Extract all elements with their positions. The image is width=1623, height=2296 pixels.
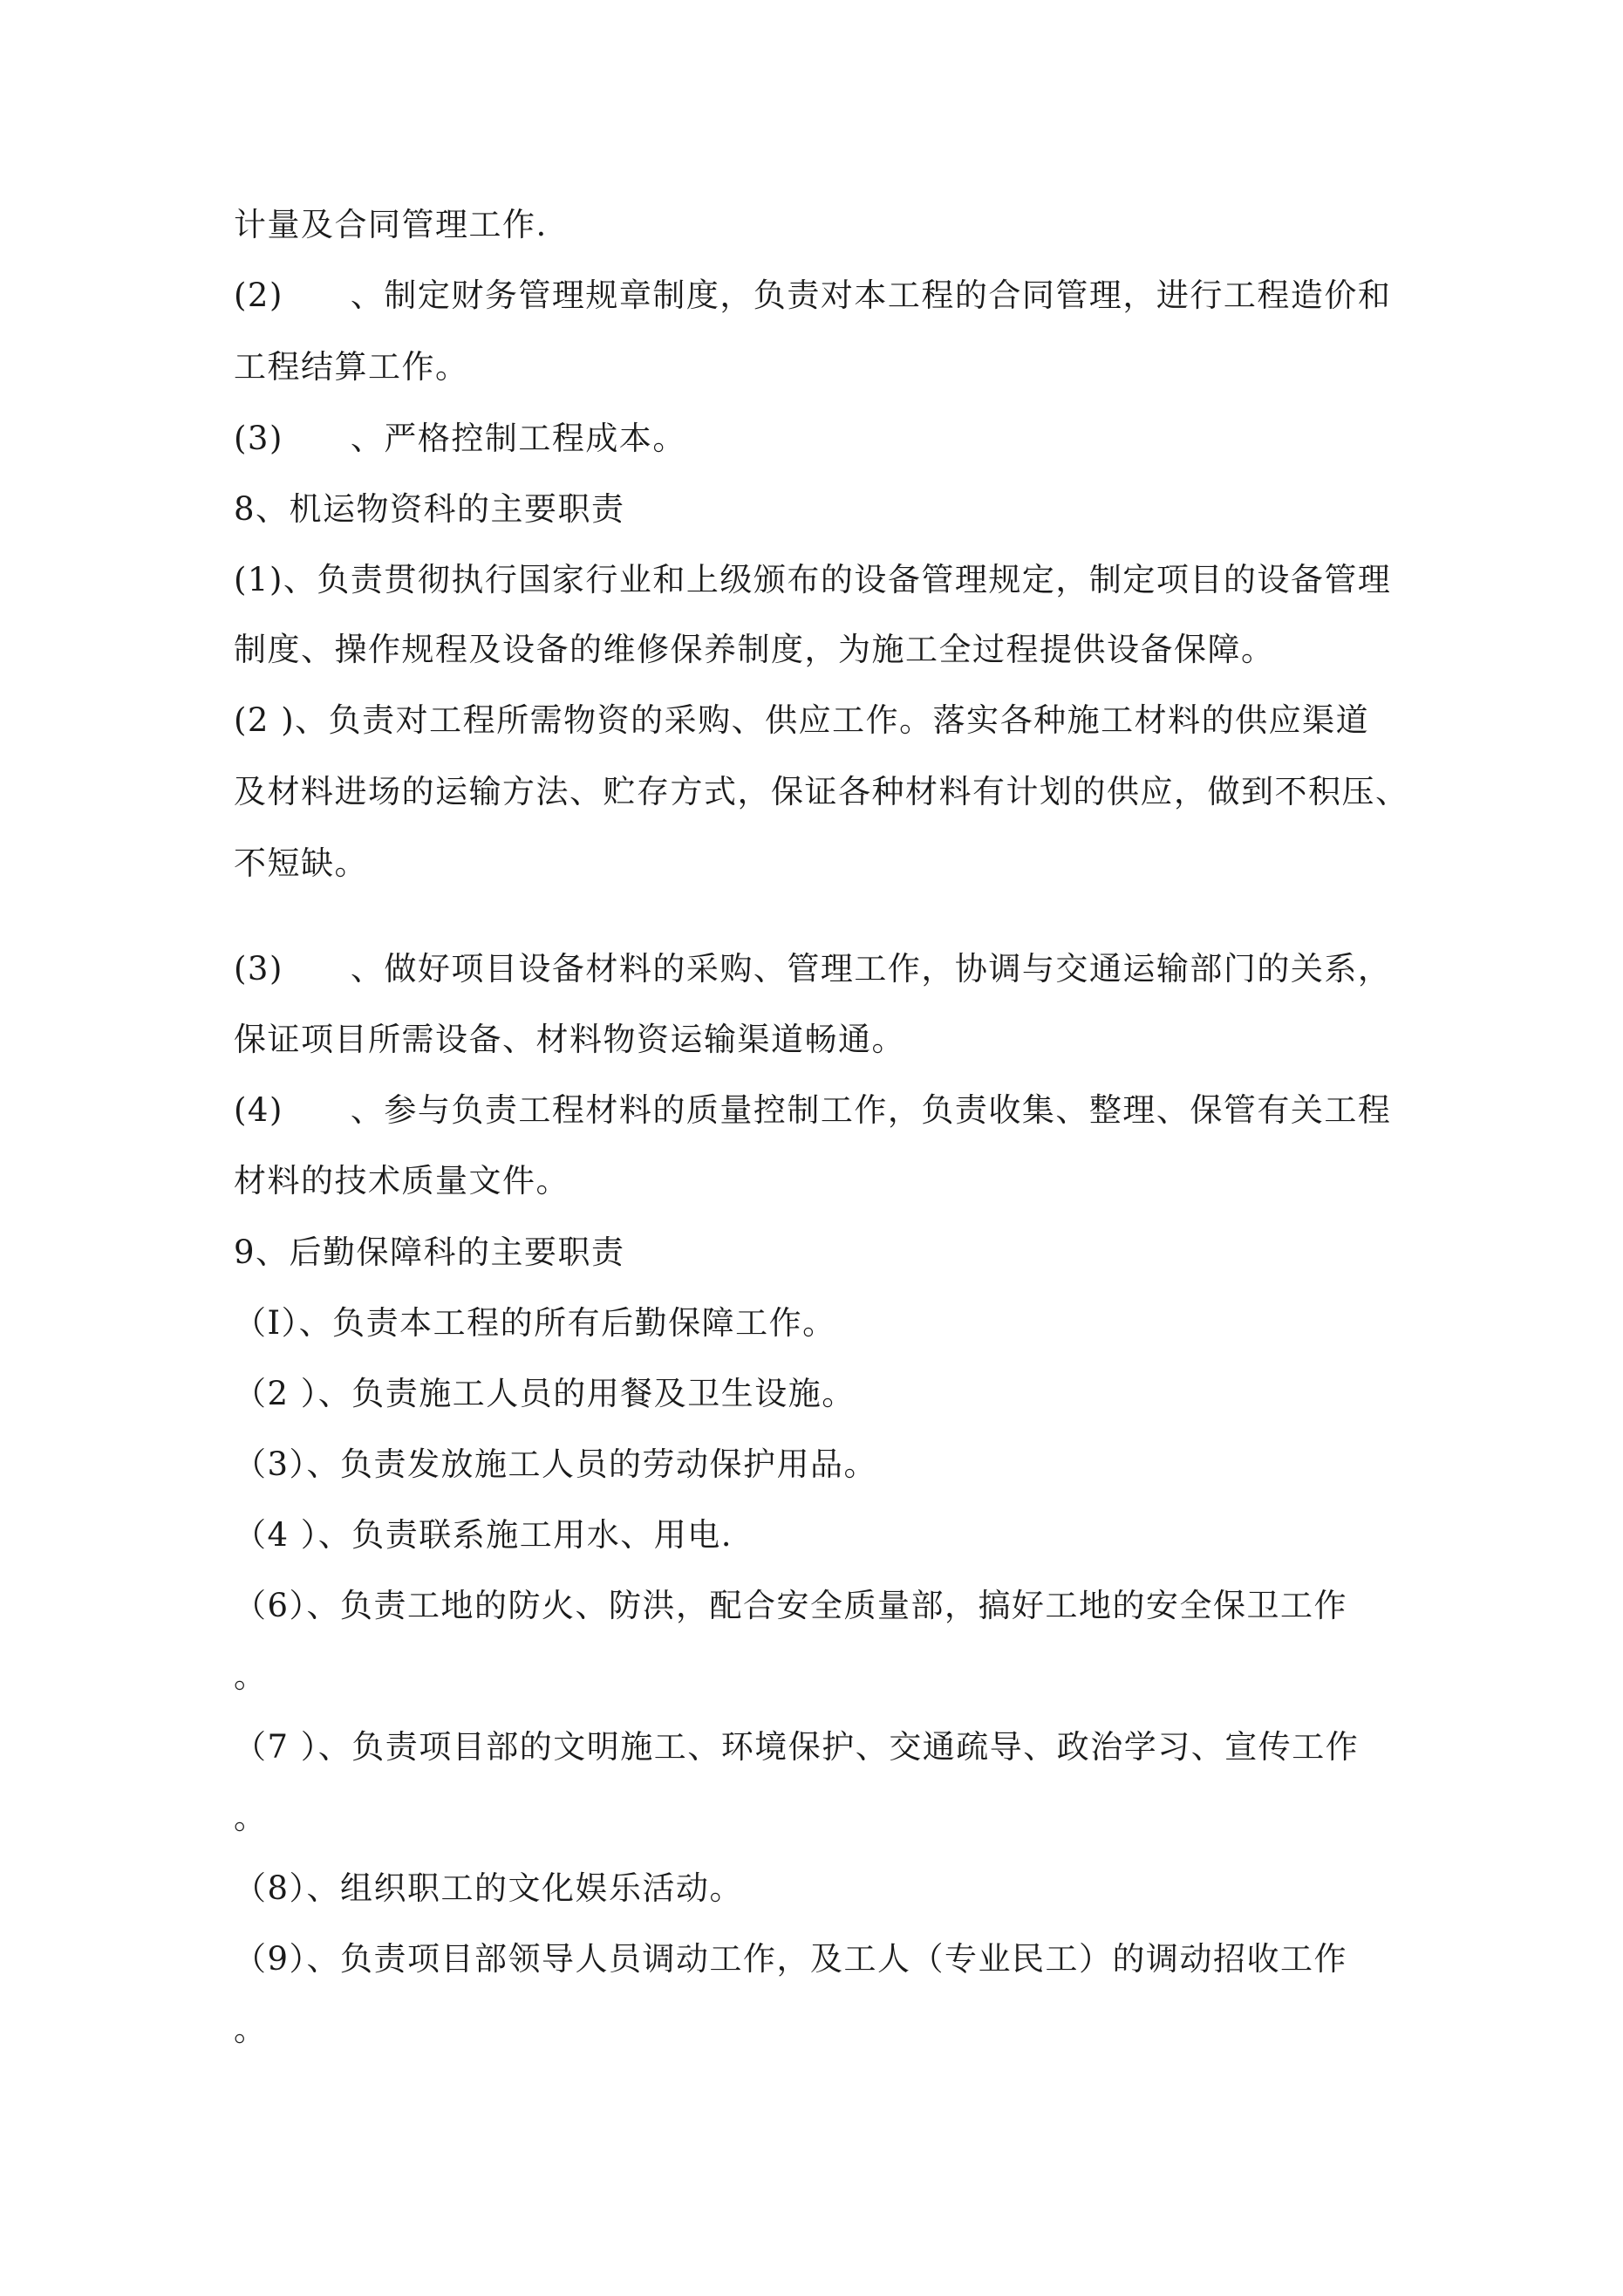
text-line: （2 ）、负责施工人员的用餐及卫生设施。 <box>234 1375 856 1412</box>
text-line: 及材料进场的运输方法、贮存方式，保证各种材料有计划的供应，做到不积压、 <box>234 773 1409 810</box>
text-line: (1)、负责贯彻执行国家行业和上级颁布的设备管理规定，制定项目的设备管理 <box>234 561 1392 598</box>
text-line: （8）、组织职工的文化娱乐活动。 <box>234 1869 744 1907</box>
text-line: (3) 、做好项目设备材料的采购、管理工作，协调与交通运输部门的关系， <box>234 950 1392 987</box>
text-line: (3) 、严格控制工程成本。 <box>234 420 686 457</box>
text-line: （I）、负责本工程的所有后勤保障工作。 <box>234 1304 836 1342</box>
text-line: 计量及合同管理工作. <box>234 206 548 243</box>
text-line: （3）、负责发放施工人员的劳动保护用品。 <box>234 1445 878 1483</box>
text-line: （9）、负责项目部领导人员调动工作，及工人（专业民工）的调动招收工作 <box>234 1940 1348 1978</box>
section-heading: 8、机运物资科的主要职责 <box>234 490 625 528</box>
text-line: (4) 、参与负责工程材料的质量控制工作，负责收集、整理、保管有关工程 <box>234 1091 1392 1129</box>
text-line: 。 <box>234 1657 268 1695</box>
text-line: 。 <box>234 1799 268 1836</box>
text-line: （6）、负责工地的防火、防洪，配合安全质量部，搞好工地的安全保卫工作 <box>234 1587 1348 1624</box>
text-line: （4 ）、负责联系施工用水、用电. <box>234 1516 733 1554</box>
text-line: 保证项目所需设备、材料物资运输渠道畅通。 <box>234 1021 905 1058</box>
text-line: 材料的技术质量文件。 <box>234 1162 569 1199</box>
text-line: (2 )、负责对工程所需物资的采购、供应工作。落实各种施工材料的供应渠道 <box>234 701 1370 739</box>
text-line: 。 <box>234 2011 268 2048</box>
text-line: 工程结算工作。 <box>234 348 469 386</box>
section-heading: 9、后勤保障科的主要职责 <box>234 1233 625 1271</box>
text-line: （7 ）、负责项目部的文明施工、环境保护、交通疏导、政治学习、宣传工作 <box>234 1728 1360 1766</box>
text-line: (2) 、制定财务管理规章制度，负责对本工程的合同管理，进行工程造价和 <box>234 277 1392 314</box>
text-line: 制度、操作规程及设备的维修保养制度，为施工全过程提供设备保障。 <box>234 631 1275 668</box>
text-line: 不短缺。 <box>234 844 368 882</box>
